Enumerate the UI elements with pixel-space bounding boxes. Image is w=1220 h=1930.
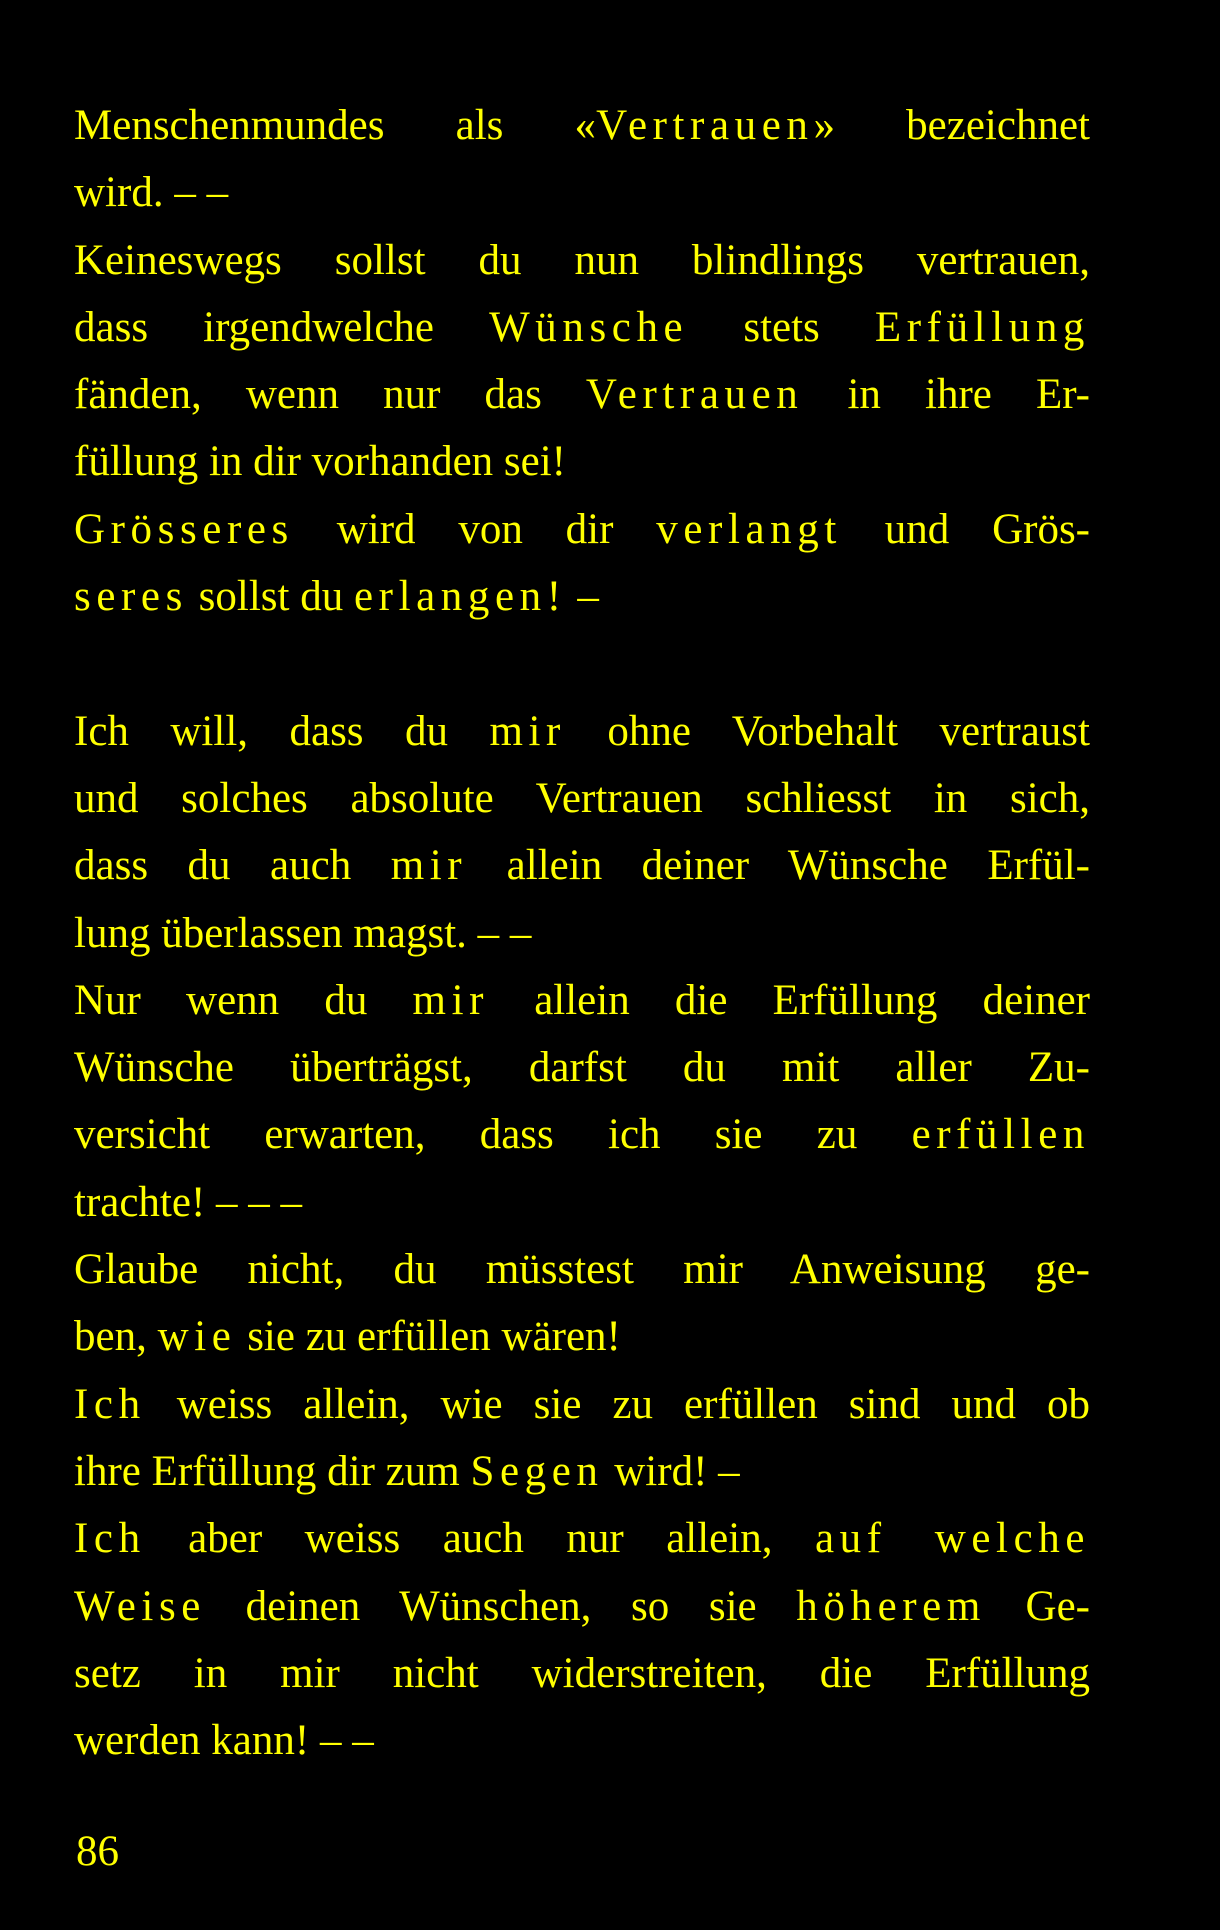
- emphasis-spaced-text: Vertrauen: [585, 371, 804, 419]
- text-line: ihre Erfüllung dir zum Segen wird! –: [74, 1447, 740, 1495]
- text-line: versicht erwarten, dass ich sie zu erfüllen: [74, 1111, 1090, 1159]
- emphasis-spaced-text: Vertrauen: [596, 102, 814, 149]
- text-line: Weise deinen Wünschen, so sie höherem Ge-: [74, 1582, 1090, 1630]
- text-line: wird. – –: [74, 169, 229, 217]
- emphasis-spaced-text: Segen: [470, 1447, 604, 1495]
- text-line: werden kann! – –: [74, 1717, 374, 1765]
- text-line: füllung in dir vorhanden sei!: [74, 438, 567, 486]
- paragraph-1: [74, 92, 1090, 630]
- emphasis-spaced-text: mir: [390, 842, 468, 890]
- emphasis-spaced-text: mir: [412, 976, 490, 1024]
- emphasis-spaced-text: erfüllen: [911, 1111, 1090, 1159]
- emphasis-spaced-text: Wünsche: [489, 303, 689, 351]
- text-line: trachte! – – –: [74, 1178, 303, 1226]
- text-line: dass du auch mir allein deiner Wünsche Erfül-: [74, 842, 1090, 890]
- text-line: fänden, wenn nur das Vertrauen in ihre Er-: [74, 371, 1090, 419]
- emphasis-spaced-text: verlangt: [656, 505, 842, 553]
- paragraph-2: [74, 698, 1090, 1775]
- text-line: ben, wie sie zu erfüllen wären!: [74, 1313, 621, 1361]
- text-line: Ich weiss allein, wie sie zu erfüllen sind und ob: [74, 1380, 1090, 1428]
- emphasis-spaced-text: wie: [157, 1313, 237, 1361]
- text-line: Glaube nicht, du müsstest mir Anweisung ge-: [74, 1246, 1090, 1294]
- text-line: Ich aber weiss auch nur allein, auf welche: [74, 1515, 1091, 1563]
- text-line: Grösseres wird von dir verlangt und Grös-: [74, 505, 1090, 553]
- text-line: und solches absolute Vertrauen schliesst in sich,: [74, 774, 1090, 822]
- text-line: Keineswegs sollst du nun blindlings vertrauen,: [74, 236, 1090, 284]
- text-line: seres sollst du erlangen! –: [74, 573, 599, 621]
- emphasis-spaced-text: höherem: [796, 1582, 986, 1630]
- text-line: dass irgendwelche Wünsche stets Erfüllung: [74, 303, 1091, 351]
- emphasis-spaced-text: seres: [74, 573, 188, 621]
- text-line: lung überlassen magst. – –: [74, 909, 532, 957]
- text-line: Nur wenn du mir allein die Erfüllung deiner: [74, 976, 1091, 1024]
- text-line: Wünsche überträgst, darfst du mit aller Zu-: [74, 1044, 1090, 1092]
- emphasis-spaced-text: auf welche: [814, 1515, 1091, 1563]
- emphasis-spaced-text: Ich: [74, 1515, 146, 1563]
- page-text: [74, 92, 1090, 1774]
- text-line: Menschenmundes als «Vertrauen» bezeichnet: [74, 102, 1090, 149]
- emphasis-spaced-text: Ich: [74, 1380, 146, 1428]
- page-number: 86: [76, 1828, 119, 1875]
- emphasis-spaced-text: Grösseres: [74, 505, 294, 553]
- emphasis-spaced-text: mir: [489, 707, 566, 755]
- text-line: Ich will, dass du mir ohne Vorbehalt vertraust: [74, 707, 1090, 755]
- emphasis-spaced-text: erlangen!: [353, 573, 567, 621]
- text-line: setz in mir nicht widerstreiten, die Erfüllung: [74, 1649, 1090, 1697]
- emphasis-spaced-text: Weise: [74, 1582, 206, 1630]
- emphasis-spaced-text: Erfüllung: [874, 303, 1091, 351]
- paragraph-gap: [74, 630, 1090, 697]
